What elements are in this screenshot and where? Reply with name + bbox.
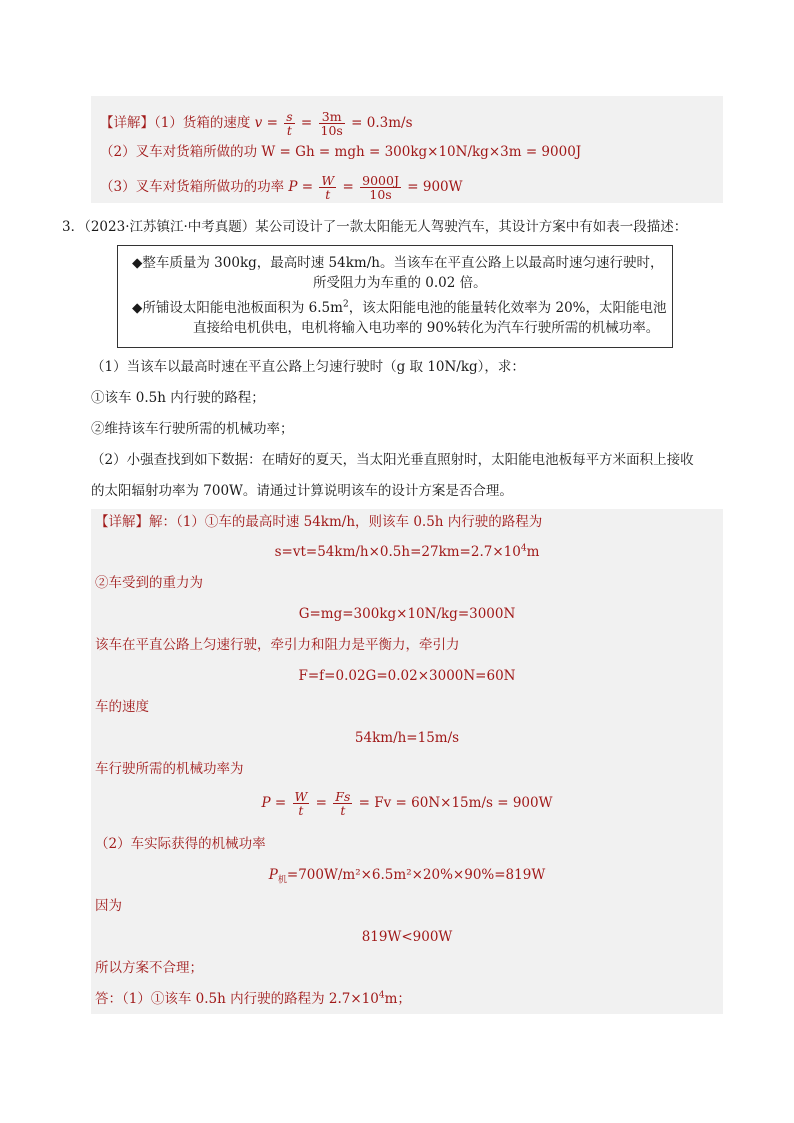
sol2-speed-conversion: 54km/h=15m/s (354, 730, 460, 746)
sol2-line6: （2）车实际获得的机械功率 (95, 836, 266, 852)
sol2-power-formula (91, 786, 723, 820)
numerator: W (321, 173, 335, 188)
var-v: v (254, 115, 263, 131)
work-label: （2）叉车对货箱所做的功 (100, 144, 258, 160)
detail-tag: 【详解】 (100, 115, 154, 131)
var-p: P = (261, 795, 287, 811)
sol2-conclusion: 所以方案不合理； (95, 960, 203, 976)
box-line-3-sup: 2 (342, 299, 349, 310)
denominator: t (325, 187, 331, 202)
solution1-line3 (100, 170, 463, 204)
fraction-w-over-t (293, 790, 310, 817)
velocity-label: （1）货箱的速度 (154, 115, 251, 131)
box-line-3-a: ◆所铺设太阳能电池板面积为 6.5m (132, 300, 343, 316)
question-part1: （1）当该车以最高时速在平直公路上匀速行驶时（g 取 10N/kg），求： (91, 359, 525, 375)
work-formula: W = Gh = mgh = 300kg×10N/kg×3m = 9000J (261, 144, 582, 160)
power-result: = Fv = 60N×15m/s = 900W (358, 795, 553, 811)
box-line-3-b: ，该太阳能电池的能量转化效率为 20%，太阳能电池 (348, 300, 667, 316)
sol2-line4: 车的速度 (95, 699, 149, 715)
power-label: （3）叉车对货箱所做功的功率 (100, 179, 285, 195)
fraction-w-over-t (319, 174, 336, 201)
equals-sign: = (342, 179, 354, 195)
box-line-4: 直接给电机供电，电机将输入电功率的 90%转化为汽车行驶所需的机械功率。 (193, 320, 660, 336)
var-p: P = (288, 179, 314, 195)
solution1-line1 (100, 106, 413, 140)
power-result: = 900W (407, 179, 463, 195)
equals-sign: = (315, 795, 327, 811)
numerator: 9000J (362, 173, 399, 188)
sol2-line3: 该车在平直公路上匀速行驶，牵引力和阻力是平衡力，牵引力 (95, 637, 460, 653)
velocity-result: = 0.3m/s (351, 115, 413, 131)
question-part2-line1: （2）小强查找到如下数据：在晴好的夏天，当太阳光垂直照射时，太阳能电池板每平方米面积上接收 (91, 452, 694, 468)
numerator: Fs (335, 789, 351, 804)
sol2-distance-formula (91, 543, 723, 561)
actual-power-text: =700W/m²×6.5m²×20%×90%=819W (286, 867, 546, 883)
box-line-3 (132, 299, 666, 317)
question-part1a: ①该车 0.5h 内行驶的路程； (91, 390, 265, 406)
fraction-s-over-t (284, 110, 294, 137)
sol2-actual-power-formula (91, 866, 723, 890)
numerator: s (286, 109, 293, 124)
denominator: 10s (369, 187, 392, 202)
sol2-line7: 因为 (95, 898, 122, 914)
exponent: 4 (378, 990, 385, 1001)
solution1-line2 (100, 143, 581, 161)
answer-text: 答：（1）①该车 0.5h 内行驶的路程为 2.7×10 (95, 991, 379, 1007)
sol2-answer (95, 990, 411, 1008)
sol2-comparison: 819W<900W (361, 929, 453, 945)
box-line-1: ◆整车质量为 300kg，最高时速 54km/h。当该车在平直公路上以最高时速匀速行驶时， (132, 255, 664, 271)
sol2-line5: 车行驶所需的机械功率为 (95, 761, 244, 777)
var-p: P (268, 867, 278, 883)
fraction-fs-over-t (333, 790, 352, 817)
denominator: t (286, 123, 292, 138)
design-description-box (117, 245, 673, 348)
distance-formula-text: s=vt=54km/h×0.5h=27km=2.7×10 (274, 544, 521, 560)
box-line-2: 所受阻力为车重的 0.02 倍。 (313, 275, 487, 291)
denominator: 10s (320, 123, 343, 138)
equals-sign: = (300, 115, 313, 131)
sol2-force-formula: F=f=0.02G=0.02×3000N=60N (298, 668, 516, 684)
subscript: 机 (277, 875, 287, 886)
question3-stem: 3．（2023·江苏镇江·中考真题）某公司设计了一款太阳能无人驾驶汽车，其设计方案中有如表一段描述： (62, 219, 688, 235)
question-part2-line2: 的太阳辐射功率为 700W。请通过计算说明该车的设计方案是否合理。 (91, 483, 513, 499)
unit: m (526, 544, 540, 560)
numerator: 3m (319, 110, 345, 124)
equals-sign: = (266, 115, 278, 131)
denominator: t (298, 803, 304, 818)
sol2-gravity-formula: G=mg=300kg×10N/kg=3000N (298, 606, 516, 622)
answer-unit: m； (384, 991, 411, 1007)
sol2-line1: 【详解】解：（1）①车的最高时速 54km/h，则该车 0.5h 内行驶的路程为 (95, 514, 543, 530)
numerator: W (294, 789, 308, 804)
question-part1b: ②维持该车行驶所需的机械功率； (91, 421, 294, 437)
fraction-9000j-over-10s (360, 174, 401, 201)
denominator: t (340, 803, 346, 818)
exponent: 4 (520, 543, 527, 554)
sol2-line2: ②车受到的重力为 (95, 575, 203, 591)
fraction-3m-over-10s (319, 110, 345, 137)
